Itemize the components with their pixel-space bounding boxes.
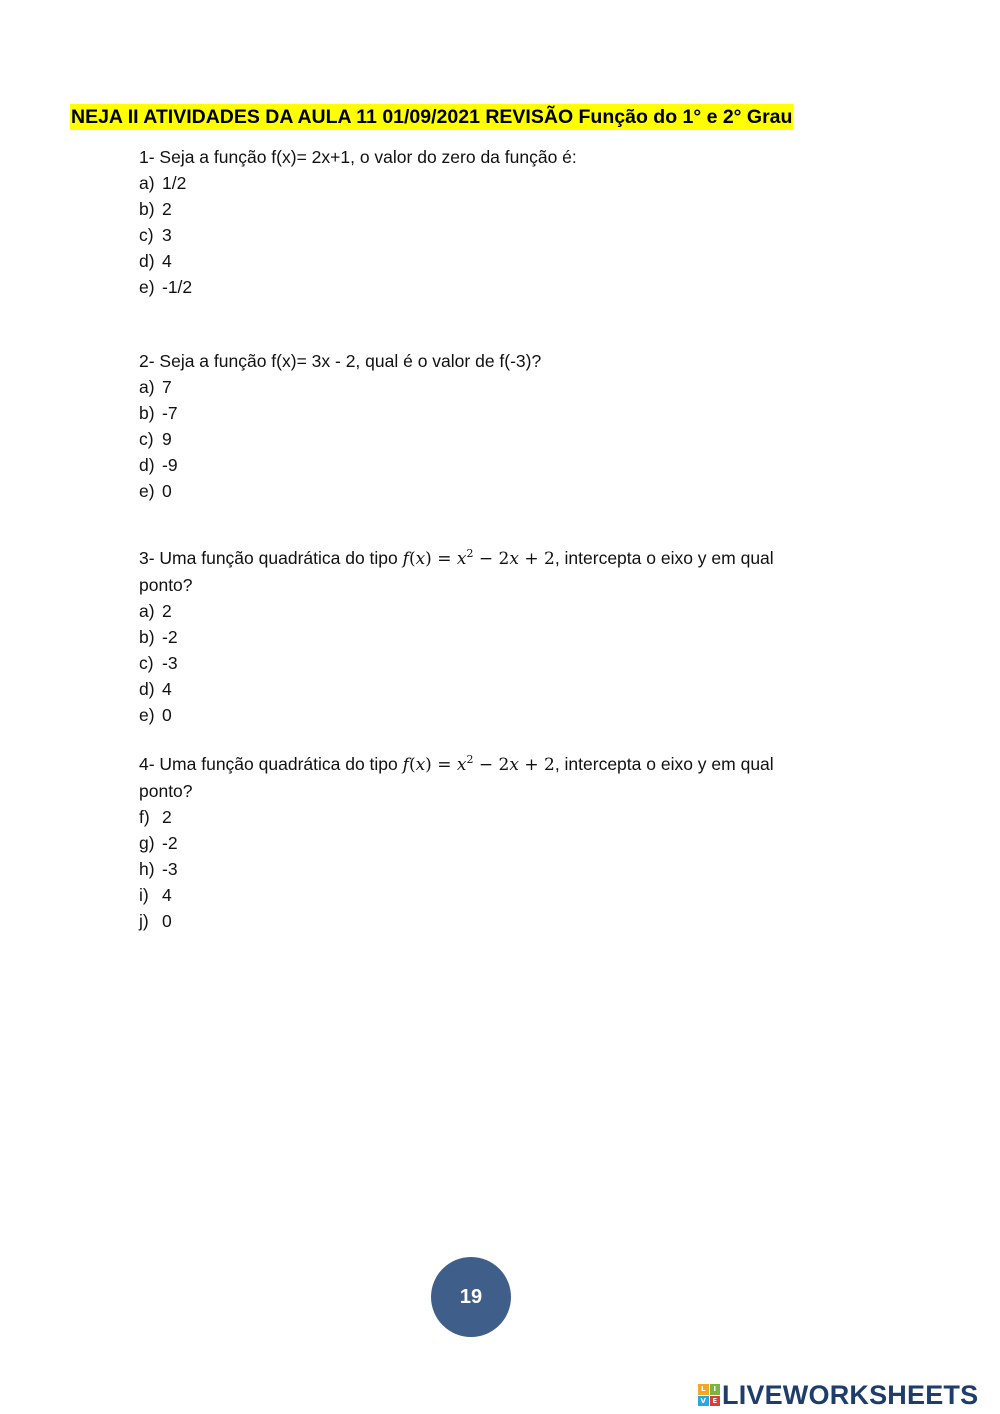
formula-paren-open: (	[408, 549, 416, 569]
option-letter: h)	[139, 859, 155, 879]
question-2-option-a[interactable]	[139, 374, 859, 400]
option-letter: d)	[139, 251, 155, 271]
question-1-prompt: 1- Seja a função f(x)= 2x+1, o valor do zero da função é:	[139, 147, 577, 167]
option-text: 0	[162, 705, 172, 725]
option-letter: b)	[139, 403, 155, 423]
formula-x-squared-base: x	[456, 549, 467, 569]
quadratic-formula	[403, 755, 555, 775]
option-letter: b)	[139, 627, 155, 647]
option-letter: i)	[139, 885, 149, 905]
option-text: -2	[162, 627, 178, 647]
question-3-prompt-line2: ponto?	[139, 575, 193, 595]
option-text: -3	[162, 859, 178, 879]
question-1-option-b[interactable]	[139, 196, 859, 222]
question-4-option-f[interactable]	[139, 804, 859, 830]
option-letter: a)	[139, 173, 155, 193]
option-text: 3	[162, 225, 172, 245]
formula-x: x	[415, 755, 426, 775]
prompt-text-after: , intercepta o eixo y em qual	[554, 548, 774, 568]
formula-plus-term: + 2	[518, 549, 555, 569]
option-letter: j)	[139, 911, 149, 931]
option-letter: a)	[139, 601, 155, 621]
formula-f: f	[402, 755, 409, 775]
option-text: 4	[162, 679, 172, 699]
option-letter: b)	[139, 199, 155, 219]
option-letter: c)	[139, 225, 154, 245]
question-1-option-a[interactable]	[139, 170, 859, 196]
option-text: 1/2	[162, 173, 187, 193]
logo-letter-e: E	[710, 1396, 721, 1407]
question-4-option-i[interactable]	[139, 882, 859, 908]
question-2	[139, 348, 859, 504]
option-letter: d)	[139, 679, 155, 699]
option-text: 0	[162, 911, 172, 931]
option-letter: e)	[139, 277, 155, 297]
option-letter: d)	[139, 455, 155, 475]
liveworksheets-logo-icon	[698, 1384, 720, 1406]
question-1-option-d[interactable]	[139, 248, 859, 274]
question-2-option-c[interactable]	[139, 426, 859, 452]
option-text: 4	[162, 885, 172, 905]
option-text: 4	[162, 251, 172, 271]
option-text: -2	[162, 833, 178, 853]
logo-letter-v: V	[698, 1396, 709, 1407]
formula-f: f	[402, 549, 409, 569]
question-3-prompt	[139, 545, 859, 572]
formula-minus-term: − 2	[473, 549, 510, 569]
prompt-text-before: 4- Uma função quadrática do tipo	[139, 754, 403, 774]
formula-exponent: 2	[466, 547, 474, 560]
option-text: -9	[162, 455, 178, 475]
option-letter: e)	[139, 705, 155, 725]
question-4-option-h[interactable]	[139, 856, 859, 882]
formula-plus-term: + 2	[518, 755, 555, 775]
logo-letter-i: I	[710, 1384, 721, 1395]
formula-minus-term: − 2	[473, 755, 510, 775]
option-text: 9	[162, 429, 172, 449]
question-3-option-e[interactable]	[139, 702, 859, 728]
question-2-option-d[interactable]	[139, 452, 859, 478]
option-letter: g)	[139, 833, 155, 853]
question-3	[139, 545, 859, 728]
question-3-option-b[interactable]	[139, 624, 859, 650]
formula-x-squared-base: x	[456, 755, 467, 775]
formula-x-linear: x	[509, 755, 519, 775]
option-text: 2	[162, 199, 172, 219]
question-3-option-c[interactable]	[139, 650, 859, 676]
formula-equals: =	[431, 549, 457, 569]
question-4-option-g[interactable]	[139, 830, 859, 856]
formula-paren-close: )	[425, 549, 432, 569]
quadratic-formula	[403, 549, 555, 569]
formula-exponent: 2	[466, 753, 474, 766]
option-letter: c)	[139, 429, 154, 449]
question-3-option-d[interactable]	[139, 676, 859, 702]
option-text: -3	[162, 653, 178, 673]
question-3-option-a[interactable]	[139, 598, 859, 624]
option-text: -1/2	[162, 277, 193, 297]
option-text: 7	[162, 377, 172, 397]
question-2-option-b[interactable]	[139, 400, 859, 426]
formula-paren-close: )	[425, 755, 432, 775]
question-1-option-e[interactable]	[139, 274, 859, 300]
option-letter: c)	[139, 653, 154, 673]
formula-paren-open: (	[408, 755, 416, 775]
option-text: 2	[162, 601, 172, 621]
question-4-prompt	[139, 751, 859, 778]
question-2-option-e[interactable]	[139, 478, 859, 504]
question-4-option-j[interactable]	[139, 908, 859, 934]
option-text: 0	[162, 481, 172, 501]
page-number-badge: 19	[431, 1257, 511, 1337]
question-1-option-c[interactable]	[139, 222, 859, 248]
formula-x-linear: x	[509, 549, 519, 569]
option-letter: e)	[139, 481, 155, 501]
question-4-prompt-line2: ponto?	[139, 781, 193, 801]
option-letter: a)	[139, 377, 155, 397]
formula-x: x	[415, 549, 426, 569]
question-1	[139, 144, 859, 300]
question-2-prompt: 2- Seja a função f(x)= 3x - 2, qual é o valor de f(-3)?	[139, 351, 542, 371]
prompt-text-after: , intercepta o eixo y em qual	[554, 754, 774, 774]
formula-equals: =	[431, 755, 457, 775]
option-text: -7	[162, 403, 178, 423]
logo-letter-l: L	[698, 1384, 709, 1395]
brand-name: LIVEWORKSHEETS	[722, 1380, 979, 1410]
liveworksheets-brand[interactable]	[698, 1380, 978, 1410]
prompt-text-before: 3- Uma função quadrática do tipo	[139, 548, 403, 568]
page-title: NEJA II ATIVIDADES DA AULA 11 01/09/2021 REVISÃO Função do 1° e 2° Grau	[71, 106, 793, 128]
question-4	[139, 751, 859, 934]
option-text: 2	[162, 807, 172, 827]
option-letter: f)	[139, 807, 150, 827]
